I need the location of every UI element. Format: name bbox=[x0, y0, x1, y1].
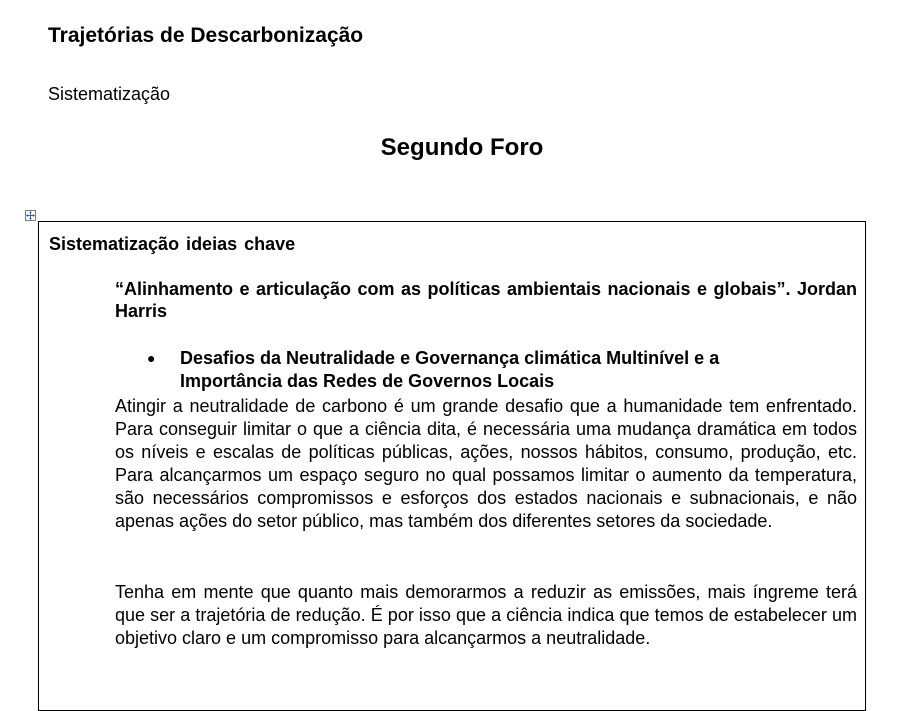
quote-text: “Alinhamento e articulação com as políticas ambientais nacionais e globais”. Jordan Harris bbox=[115, 279, 857, 321]
bullet-dot-icon: ● bbox=[147, 350, 156, 366]
key-ideas-table-cell bbox=[38, 221, 866, 711]
document-title: Trajetórias de Descarbonização bbox=[48, 24, 364, 47]
document-subtitle: Sistematização bbox=[48, 84, 171, 104]
body-paragraph: Tenha em mente que quanto mais demorarmos a reduzir as emissões, mais íngreme terá que ser a trajetória de redução. É por isso que a ciência indica que temos de estabelecer um objetivo claro e um compromisso para alcançarmos a neutralidade. bbox=[115, 582, 857, 648]
section-title: Segundo Foro bbox=[380, 134, 544, 161]
body-paragraph: Atingir a neutralidade de carbono é um grande desafio que a humanidade tem enfrentado. Para conseguir limitar o que a ciência dita, é necessária uma mudança dramática em todos os níveis e escalas de políticas públicas, ações, nossos hábitos, consumo, produção, etc. Para alcançarmos um espaço seguro no qual possamos limitar o aumento da temperatura, são necessários compromissos e esforços dos estados nacionais e subnacionais, e não apenas ações do setor público, mas também dos diferentes setores da sociedade. bbox=[115, 396, 857, 531]
move-arrows-icon bbox=[26, 211, 35, 220]
table-move-handle-icon[interactable] bbox=[25, 210, 36, 221]
key-ideas-heading: Sistematização ideias chave bbox=[49, 234, 296, 254]
bullet-item-text: Desafios da Neutralidade e Governança climática Multinível e a Importância das Redes de Governos Locais bbox=[180, 348, 720, 391]
